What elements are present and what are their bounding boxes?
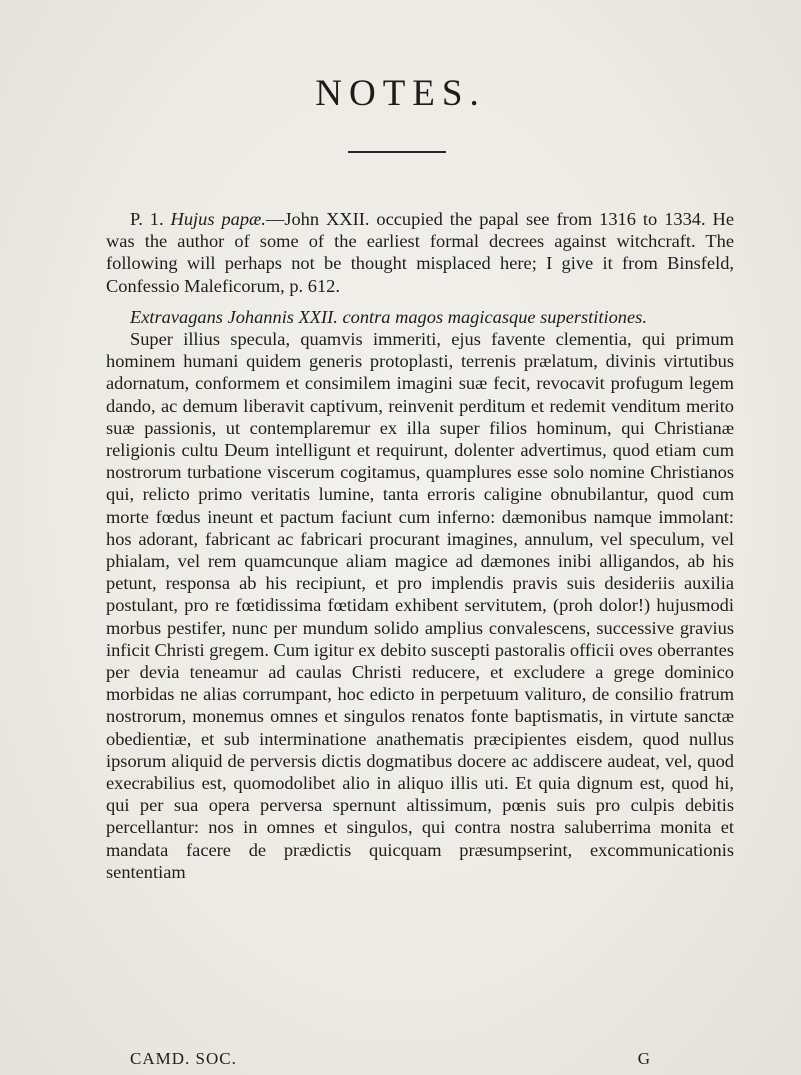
latin-decree-text: Super illius specula, quamvis immeriti, ejus favente clementia, qui primum hominem humani quidem generis protoplasti, terrenis prælatum, divinis virtutibus adornatum, conformem et consimilem imagini suæ fecit, revocavit profugum legem dando, ac demum liberavit captivum, reinvenit perditum et redemit venditum merito suæ passionis, ut contemplaremur ex illa super filios hominum, qui Christianæ religionis cultu Deum intelligunt et requirunt, dolenter advertimus, quod etiam cum nostrorum turbatione viscerum cogitamus, quamplures esse solo nomine Christianos qui, relicto primo veritatis lumine, tanta erroris caligine obnubilantur, quod cum morte fœdus ineunt et pactum faciunt cum inferno: dæmonibus namque immolant: hos adorant, fabricant ac fabricari procurant imagines, annulum, vel speculum, vel phialam, vel rem quamcunque aliam magice ad dæmones inibi alligandos, ab his petunt, responsa ab his recipiunt, et pro implendis pravis suis desideriis auxilia postulant, pro re fœtidissima fœtidam exhibent servitutem, (proh dolor!) hujusmodi morbus pestifer, nunc per mundum solido amplius convalescens, successive gravius inficit Christi gregem. Cum igitur ex debito suscepti pastoralis officii oves oberrantes per devia teneamur ad caulas Christi reducere, et excludere a grege dominico morbidas ne alias corrumpant, hoc edicto in perpetuum valituro, de consilio fratrum nostrorum, monemus omnes et singulos renatos fonte baptismatis, in virtute sanctæ obedientiæ, et sub interminatione anathematis præcipientes eisdem, quod nullus ipsorum aliquid de perversis dictis dogmatibus docere ac addiscere audeat, vel, quod execrabilius est, quomodolibet alio in aliquo illis uti. Et quia dignum est, quod hi, qui per sua opera perversa spernunt altissimum, pœnis suis pro culpis debitis percellantur: nos in omnes et singulos, qui contra nostra saluberrima monita et mandata facere de prædictis quicquam præsumpserint, excommunicationis sententiam [106, 329, 734, 882]
note-reference: P. 1. [130, 209, 164, 229]
note-text: —John XXII. occupied the papal see from 1316 to 1334. He was the author of some of the earliest formal decrees against witchcraft. The following will perhaps not be thought misplaced here; I give it from Binsfeld, Confessio Maleficorum, p. 612. [106, 209, 734, 296]
signature-mark-left: CAMD. SOC. [130, 1049, 237, 1068]
signature-mark-right: G [637, 1049, 650, 1068]
notes-body [106, 208, 734, 883]
note-paragraph [106, 208, 734, 297]
page-heading: NOTES. [315, 73, 486, 114]
note-lemma: Hujus papæ. [170, 209, 266, 229]
extravagans-title: Extravagans Johannis XXII. contra magos magicasque superstitiones. [130, 306, 647, 327]
heading-rule [348, 151, 446, 153]
page-footer [130, 1049, 650, 1071]
